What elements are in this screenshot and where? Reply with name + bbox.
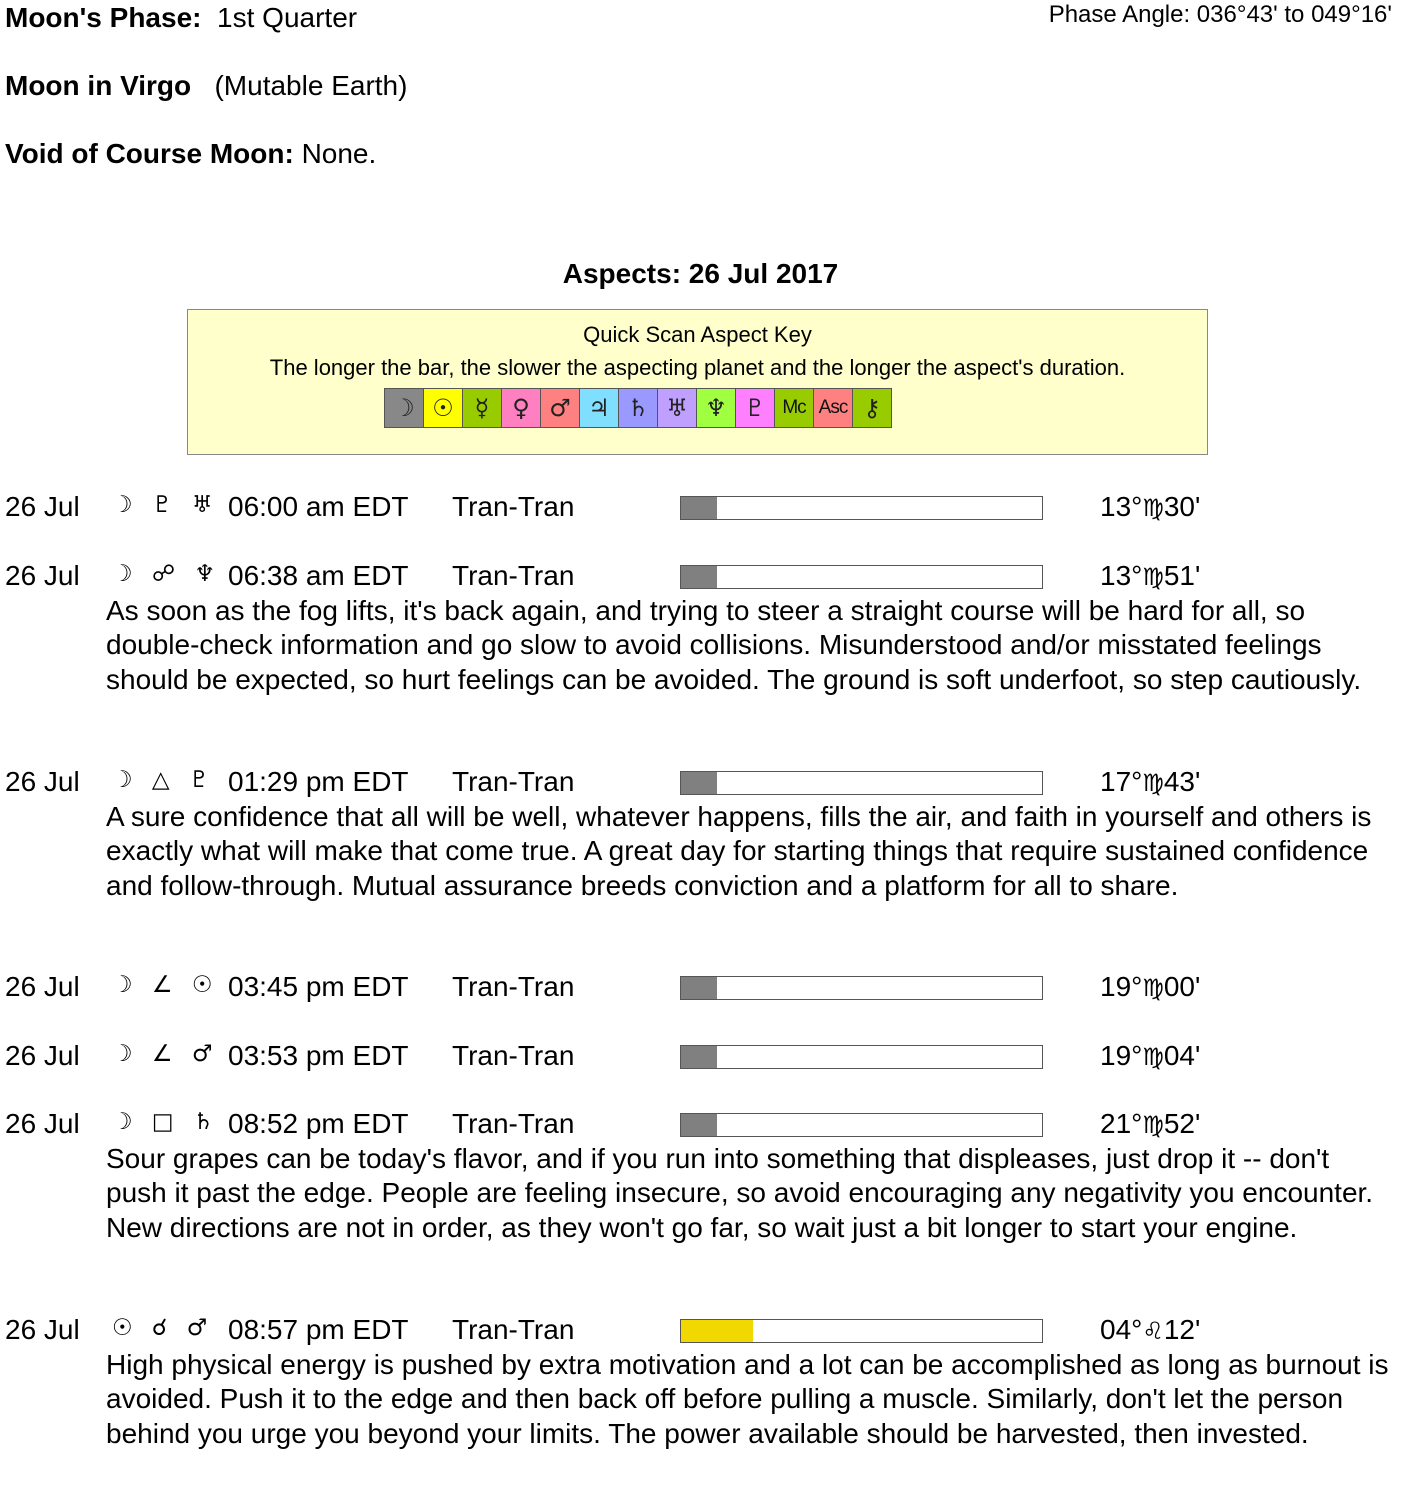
duration-bar <box>680 771 1043 795</box>
aspect-glyphs: ☉ ☌ ♂ <box>112 1315 214 1341</box>
duration-bar-fill <box>681 497 717 519</box>
moon-phase <box>5 2 357 34</box>
aspect-glyphs: ☽ △ ♇ <box>112 767 216 793</box>
aspect-glyphs: ☽ □ ♄ <box>112 1109 220 1135</box>
position-degree: 13° <box>1100 491 1143 522</box>
aspect-row <box>0 491 1401 527</box>
jupiter-icon: ♃ <box>580 389 619 427</box>
duration-bar <box>680 1045 1043 1069</box>
aspect-type: Tran-Tran <box>452 560 575 591</box>
pluto-icon: ♇ <box>736 389 775 427</box>
aspect-time: 08:57 pm EDT <box>228 1314 409 1345</box>
aspect-type: Tran-Tran <box>452 971 575 1002</box>
moon-sign-detail: (Mutable Earth) <box>214 70 408 101</box>
aspect-time: 01:29 pm EDT <box>228 766 409 797</box>
duration-bar <box>680 496 1043 520</box>
position-degree: 17° <box>1100 766 1143 797</box>
position-minutes: 00' <box>1163 971 1201 1002</box>
zodiac-sign-icon: ♍ <box>1142 1111 1164 1139</box>
aspect-position <box>1100 560 1200 592</box>
aspect-key-legend <box>384 388 892 428</box>
void-of-course <box>5 138 376 170</box>
aspect-time: 03:45 pm EDT <box>228 971 409 1002</box>
aspect-key-title: Quick Scan Aspect Key <box>583 322 812 347</box>
chiron-icon: ⚷ <box>853 389 892 427</box>
aspect-row <box>0 766 1401 901</box>
venus-icon: ♀ <box>502 389 541 427</box>
duration-bar <box>680 1113 1043 1137</box>
aspect-glyphs: ☽ ♇ ♅ <box>112 492 219 518</box>
void-of-course-value: None. <box>301 138 377 169</box>
aspect-key-description: The longer the bar, the slower the aspecting planet and the longer the aspect's duration. <box>269 355 1126 380</box>
position-degree: 04° <box>1100 1314 1143 1345</box>
position-degree: 19° <box>1100 1040 1143 1071</box>
aspect-type: Tran-Tran <box>452 1314 575 1345</box>
aspect-date: 26 Jul <box>5 1108 80 1139</box>
uranus-icon: ♅ <box>658 389 697 427</box>
aspect-type: Tran-Tran <box>452 1108 575 1139</box>
mercury-icon: ☿ <box>463 389 502 427</box>
aspect-time: 03:53 pm EDT <box>228 1040 409 1071</box>
aspect-time: 06:00 am EDT <box>228 491 409 522</box>
saturn-icon: ♄ <box>619 389 658 427</box>
aspect-description: Sour grapes can be today's flavor, and if you run into something that displeases, just drop it -- don't push it past the edge. People are feeling insecure, so avoid encouraging any negativity you encounter. New directions are not in order, as they won't go far, so wait just a bit longer to start your engine. <box>106 1143 1374 1243</box>
duration-bar-fill <box>681 1114 717 1136</box>
position-minutes: 43' <box>1163 766 1201 797</box>
moon-phase-label: Moon's Phase: <box>5 2 202 33</box>
aspect-glyphs: ☽ ☍ ♆ <box>112 561 222 587</box>
aspect-key <box>187 309 1208 455</box>
position-degree: 21° <box>1100 1108 1143 1139</box>
aspect-date: 26 Jul <box>5 560 80 591</box>
aspect-description: As soon as the fog lifts, it's back again, and trying to steer a straight course will be hard for all, so double-check information and go slow to avoid collisions. Misunderstood and/or misstated feelings should be expected, so hurt feelings can be avoided. The ground is soft underfoot, so step cautiously. <box>106 595 1362 695</box>
moon-sign-label: Moon in Virgo <box>5 70 192 101</box>
aspect-time: 06:38 am EDT <box>228 560 409 591</box>
phase-angle: Phase Angle: 036°43' to 049°16' <box>1048 1 1392 28</box>
zodiac-sign-icon: ♍ <box>1142 494 1164 522</box>
position-degree: 13° <box>1100 560 1143 591</box>
duration-bar <box>680 565 1043 589</box>
aspect-date: 26 Jul <box>5 1040 80 1071</box>
aspect-position <box>1100 1108 1200 1140</box>
zodiac-sign-icon: ♌ <box>1142 1317 1164 1345</box>
zodiac-sign-icon: ♍ <box>1142 974 1164 1002</box>
aspect-glyphs: ☽ ∠ ☉ <box>112 972 219 998</box>
position-minutes: 52' <box>1163 1108 1201 1139</box>
aspect-position <box>1100 1314 1200 1346</box>
aspect-description: High physical energy is pushed by extra motivation and a lot can be accomplished as long as burnout is avoided. Push it to the edge and then back off before pulling a muscle. Similarly, don't let the person behind you urge you beyond your limits. The power available should be harvested, then invested. <box>106 1349 1389 1449</box>
zodiac-sign-icon: ♍ <box>1142 769 1164 797</box>
position-minutes: 30' <box>1163 491 1201 522</box>
aspect-row <box>0 1040 1401 1076</box>
duration-bar-fill <box>681 1046 717 1068</box>
aspect-position <box>1100 766 1200 798</box>
position-minutes: 12' <box>1163 1314 1201 1345</box>
duration-bar-fill <box>681 566 717 588</box>
aspect-type: Tran-Tran <box>452 491 575 522</box>
aspect-glyphs: ☽ ∠ ♂ <box>112 1041 219 1067</box>
duration-bar-fill <box>681 772 717 794</box>
zodiac-sign-icon: ♍ <box>1142 1043 1164 1071</box>
aspect-type: Tran-Tran <box>452 766 575 797</box>
position-minutes: 51' <box>1163 560 1201 591</box>
aspect-position <box>1100 1040 1200 1072</box>
duration-bar <box>680 976 1043 1000</box>
void-of-course-label: Void of Course Moon: <box>5 138 294 169</box>
moon-icon: ☽ <box>385 389 424 427</box>
ascendant-icon: Asc <box>814 389 853 427</box>
aspect-position <box>1100 971 1200 1003</box>
aspect-date: 26 Jul <box>5 766 80 797</box>
duration-bar-fill <box>681 977 717 999</box>
position-minutes: 04' <box>1163 1040 1201 1071</box>
aspect-row <box>0 1108 1401 1243</box>
aspect-date: 26 Jul <box>5 1314 80 1345</box>
moon-sign <box>5 70 407 102</box>
position-degree: 19° <box>1100 971 1143 1002</box>
duration-bar <box>680 1319 1043 1343</box>
aspect-date: 26 Jul <box>5 491 80 522</box>
mars-icon: ♂ <box>541 389 580 427</box>
zodiac-sign-icon: ♍ <box>1142 563 1164 591</box>
aspect-type: Tran-Tran <box>452 1040 575 1071</box>
sun-icon: ☉ <box>424 389 463 427</box>
moon-phase-value: 1st Quarter <box>217 2 358 33</box>
aspect-time: 08:52 pm EDT <box>228 1108 409 1139</box>
aspects-title: Aspects: 26 Jul 2017 <box>562 258 839 289</box>
aspect-description: A sure confidence that all will be well, whatever happens, fills the air, and faith in yourself and others is exactly what will make that come true. A great day for starting things that require sustained confidence and follow-through. Mutual assurance breeds conviction and a platform for all to share. <box>106 801 1372 901</box>
aspect-date: 26 Jul <box>5 971 80 1002</box>
midheaven-icon: Mc <box>775 389 814 427</box>
aspect-row <box>0 971 1401 1007</box>
aspect-row <box>0 1314 1401 1449</box>
aspect-row <box>0 560 1401 695</box>
aspect-position <box>1100 491 1200 523</box>
neptune-icon: ♆ <box>697 389 736 427</box>
duration-bar-fill <box>681 1320 753 1342</box>
